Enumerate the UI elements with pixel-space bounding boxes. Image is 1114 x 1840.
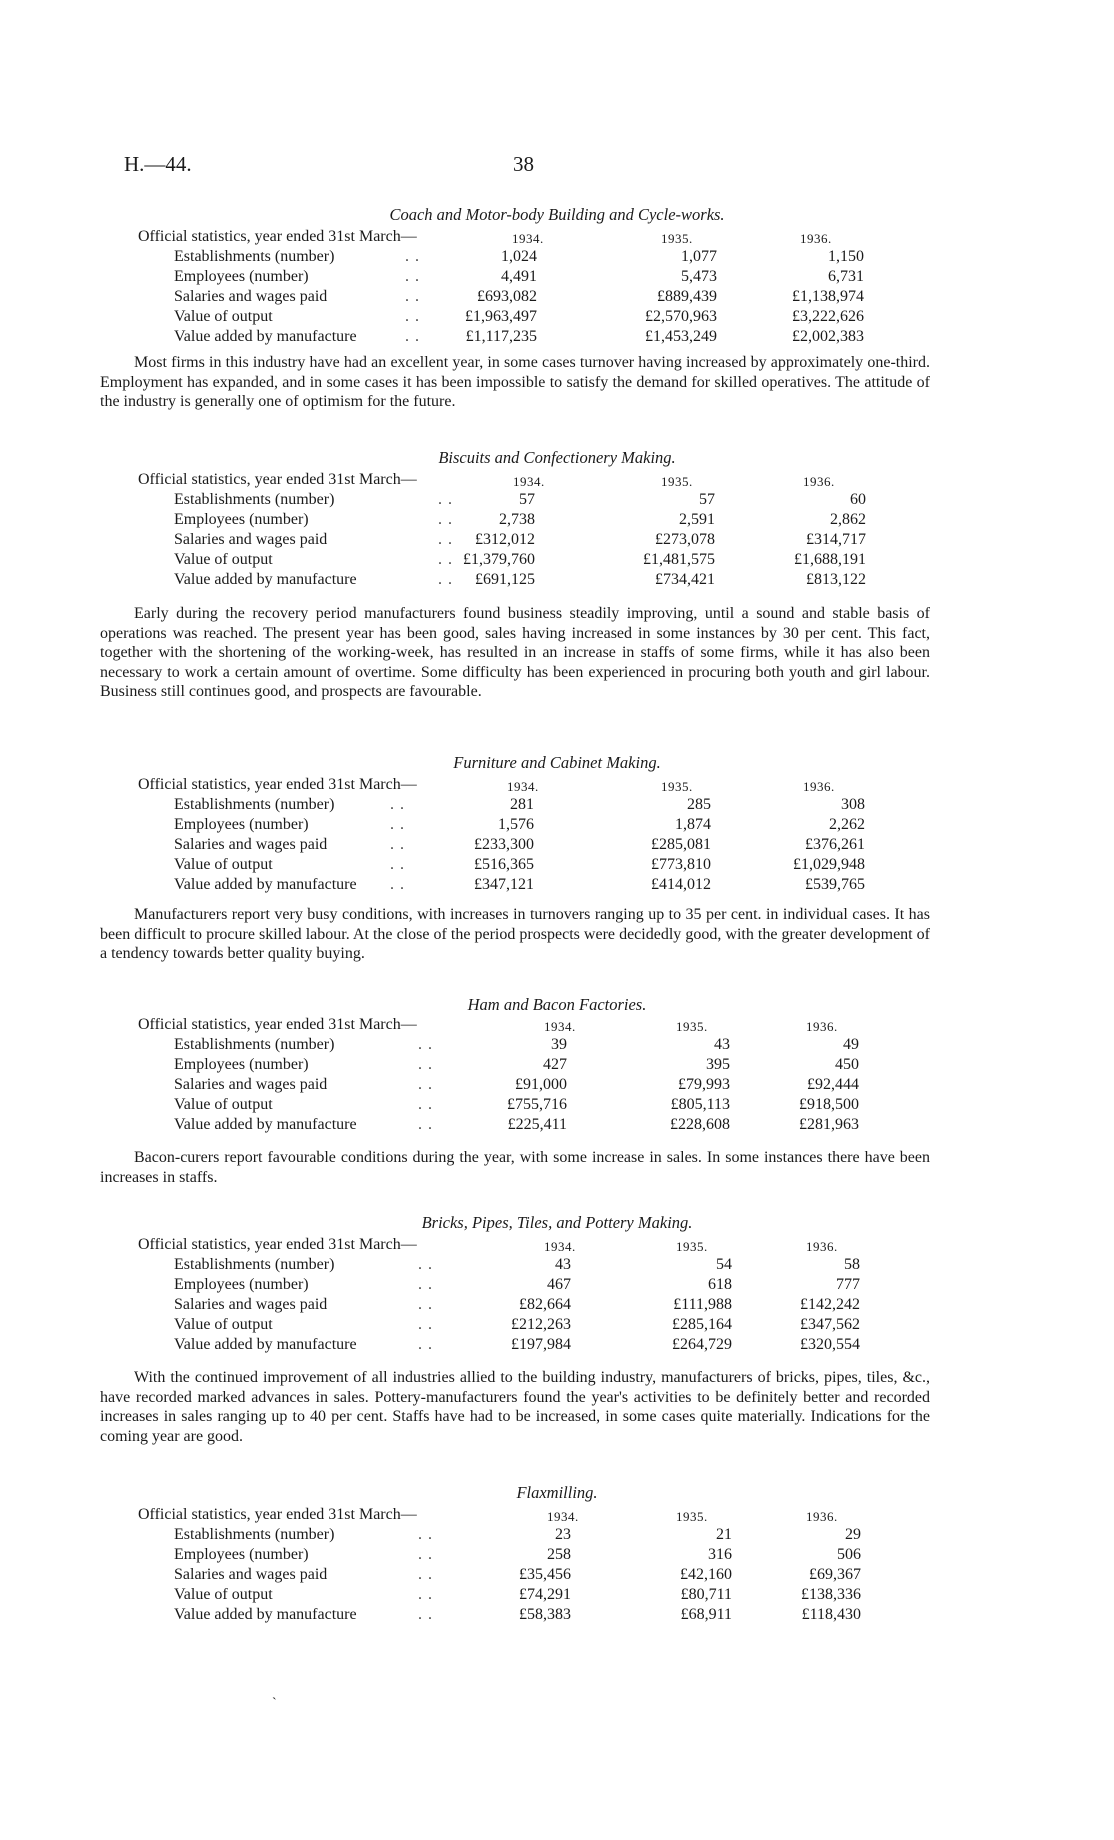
- section-title: Coach and Motor-body Building and Cycle-works.: [389, 205, 725, 224]
- row-label: Value of output: [174, 856, 273, 873]
- document-reference: H.—44.: [124, 152, 192, 176]
- row-label: Value added by manufacture: [174, 1336, 357, 1353]
- value-cell: 281: [510, 796, 534, 813]
- commentary-paragraph: With the continued improvement of all industries allied to the building industry, manufacturers of bricks, pipes, tiles, &c., have recorded marked advances in sales. Pottery-manufacturers found the year's activities to be definitely better and recorded increases in sales ranging up to 40 per cent. Staffs have had to be increased, in some cases quite materially. Indications for the coming year are good.: [100, 1369, 930, 1445]
- year-heading: 1936.: [800, 231, 832, 246]
- row-label: Value added by manufacture: [174, 1116, 357, 1133]
- value-cell: £3,222,626: [792, 308, 864, 325]
- row-label: Salaries and wages paid: [174, 531, 328, 548]
- value-cell: £212,263: [511, 1316, 571, 1333]
- value-cell: 60: [850, 491, 866, 508]
- value-cell: 2,591: [679, 511, 715, 528]
- value-cell: £118,430: [801, 1606, 861, 1623]
- value-cell: 5,473: [681, 268, 717, 285]
- statistics-row-employees: [0, 1275, 1114, 1295]
- statistics-header-row: [0, 1015, 1114, 1035]
- value-cell: 54: [716, 1256, 732, 1273]
- statistics-row-salaries: [0, 1295, 1114, 1315]
- statistics-row-employees: [0, 815, 1114, 835]
- value-cell: £1,117,235: [465, 328, 537, 345]
- value-cell: £68,911: [680, 1606, 732, 1623]
- section-title: Ham and Bacon Factories.: [467, 995, 647, 1014]
- value-cell: £1,379,760: [463, 551, 535, 568]
- statistics-row-output: [0, 1095, 1114, 1115]
- statistics-row-employees: [0, 1055, 1114, 1075]
- value-cell: £74,291: [519, 1586, 571, 1603]
- value-cell: 777: [836, 1276, 860, 1293]
- statistics-row-value_added: [0, 327, 1114, 347]
- value-cell: £1,481,575: [643, 551, 715, 568]
- value-cell: £142,242: [800, 1296, 860, 1313]
- value-cell: £734,421: [655, 571, 715, 588]
- value-cell: £69,367: [809, 1566, 861, 1583]
- value-cell: 23: [555, 1526, 571, 1543]
- value-cell: £1,688,191: [794, 551, 866, 568]
- statistics-row-output: [0, 307, 1114, 327]
- leader-dots: . .: [418, 1256, 433, 1273]
- leader-dots: . .: [405, 328, 420, 345]
- statistics-label: Official statistics, year ended 31st March—: [138, 1236, 417, 1253]
- row-label: Salaries and wages paid: [174, 1566, 328, 1583]
- leader-dots: . .: [438, 491, 453, 508]
- value-cell: £1,138,974: [792, 288, 864, 305]
- year-heading: 1934.: [547, 1509, 579, 1524]
- leader-dots: . .: [418, 1546, 433, 1563]
- year-heading: 1934.: [507, 779, 539, 794]
- value-cell: 58: [844, 1256, 860, 1273]
- statistics-row-employees: [0, 267, 1114, 287]
- row-label: Establishments (number): [174, 1036, 335, 1053]
- statistics-row-establishments: [0, 795, 1114, 815]
- row-label: Value of output: [174, 308, 273, 325]
- row-label: Employees (number): [174, 1056, 309, 1073]
- statistics-row-establishments: [0, 1255, 1114, 1275]
- statistics-row-employees: [0, 1545, 1114, 1565]
- page-header: [0, 152, 1114, 182]
- year-heading: 1936.: [803, 474, 835, 489]
- leader-dots: . .: [418, 1276, 433, 1293]
- section-title: Flaxmilling.: [516, 1483, 598, 1502]
- row-label: Salaries and wages paid: [174, 1076, 328, 1093]
- row-label: Employees (number): [174, 816, 309, 833]
- value-cell: 6,731: [828, 268, 864, 285]
- value-cell: 427: [543, 1056, 567, 1073]
- value-cell: £1,029,948: [793, 856, 865, 873]
- value-cell: 258: [547, 1546, 571, 1563]
- statistics-header-row: [0, 775, 1114, 795]
- value-cell: £693,082: [477, 288, 537, 305]
- value-cell: 618: [708, 1276, 732, 1293]
- section-title: Biscuits and Confectionery Making.: [438, 448, 676, 467]
- value-cell: 506: [837, 1546, 861, 1563]
- value-cell: 21: [716, 1526, 732, 1543]
- row-label: Employees (number): [174, 1546, 309, 1563]
- value-cell: £264,729: [672, 1336, 732, 1353]
- leader-dots: . .: [418, 1606, 433, 1623]
- statistics-row-establishments: [0, 1525, 1114, 1545]
- value-cell: £138,336: [801, 1586, 861, 1603]
- commentary-paragraph: Most firms in this industry have had an excellent year, in some cases turnover having increased by approximately one-third. Employment has expanded, and in some cases it has been impossible to satisfy the demand for skilled operatives. The attitude of the industry is generally one of optimism for the future.: [100, 354, 930, 411]
- value-cell: 57: [699, 491, 715, 508]
- statistics-row-output: [0, 855, 1114, 875]
- row-label: Employees (number): [174, 268, 309, 285]
- statistics-header-row: [0, 470, 1114, 490]
- statistics-row-salaries: [0, 287, 1114, 307]
- value-cell: 1,077: [681, 248, 717, 265]
- statistics-row-establishments: [0, 1035, 1114, 1055]
- value-cell: £1,963,497: [465, 308, 537, 325]
- statistics-row-output: [0, 550, 1114, 570]
- value-cell: £1,453,249: [645, 328, 717, 345]
- statistics-row-value_added: [0, 1605, 1114, 1625]
- statistics-row-value_added: [0, 570, 1114, 590]
- leader-dots: . .: [418, 1566, 433, 1583]
- year-heading: 1934.: [512, 231, 544, 246]
- statistics-header-row: [0, 1235, 1114, 1255]
- value-cell: £691,125: [475, 571, 535, 588]
- year-heading: 1936.: [806, 1509, 838, 1524]
- value-cell: £805,113: [670, 1096, 730, 1113]
- row-label: Establishments (number): [174, 796, 335, 813]
- year-heading: 1935.: [661, 779, 693, 794]
- value-cell: 1,024: [501, 248, 537, 265]
- row-label: Salaries and wages paid: [174, 288, 328, 305]
- value-cell: 316: [708, 1546, 732, 1563]
- statistics-row-establishments: [0, 247, 1114, 267]
- year-heading: 1936.: [806, 1019, 838, 1034]
- value-cell: 308: [841, 796, 865, 813]
- statistics-row-establishments: [0, 490, 1114, 510]
- value-cell: £35,456: [519, 1566, 571, 1583]
- value-cell: 1,150: [828, 248, 864, 265]
- statistics-label: Official statistics, year ended 31st March—: [138, 1016, 417, 1033]
- year-heading: 1934.: [544, 1019, 576, 1034]
- leader-dots: . .: [390, 856, 405, 873]
- statistics-row-salaries: [0, 1075, 1114, 1095]
- statistics-row-output: [0, 1315, 1114, 1335]
- section-title: Furniture and Cabinet Making.: [453, 753, 661, 772]
- row-label: Salaries and wages paid: [174, 1296, 328, 1313]
- leader-dots: . .: [418, 1056, 433, 1073]
- value-cell: £539,765: [805, 876, 865, 893]
- value-cell: £281,963: [799, 1116, 859, 1133]
- year-heading: 1935.: [661, 474, 693, 489]
- value-cell: £233,300: [474, 836, 534, 853]
- row-label: Establishments (number): [174, 248, 335, 265]
- row-label: Value added by manufacture: [174, 876, 357, 893]
- leader-dots: . .: [390, 796, 405, 813]
- leader-dots: . .: [418, 1296, 433, 1313]
- row-label: Establishments (number): [174, 491, 335, 508]
- leader-dots: . .: [405, 308, 420, 325]
- value-cell: £320,554: [800, 1336, 860, 1353]
- value-cell: 4,491: [501, 268, 537, 285]
- value-cell: 395: [706, 1056, 730, 1073]
- statistics-row-salaries: [0, 530, 1114, 550]
- value-cell: 450: [835, 1056, 859, 1073]
- row-label: Employees (number): [174, 1276, 309, 1293]
- year-heading: 1935.: [676, 1509, 708, 1524]
- year-heading: 1936.: [803, 779, 835, 794]
- value-cell: 2,262: [829, 816, 865, 833]
- row-label: Value of output: [174, 551, 273, 568]
- leader-dots: . .: [418, 1586, 433, 1603]
- row-label: Employees (number): [174, 511, 309, 528]
- statistics-label: Official statistics, year ended 31st March—: [138, 471, 417, 488]
- leader-dots: . .: [390, 836, 405, 853]
- statistics-row-employees: [0, 510, 1114, 530]
- year-heading: 1934.: [544, 1239, 576, 1254]
- year-heading: 1935.: [661, 231, 693, 246]
- commentary-paragraph: Early during the recovery period manufacturers found business steadily improving, until a sound and stable basis of operations was reached. The present year has been good, sales having increased in some instances by 30 per cent. This fact, together with the shortening of the working-week, has resulted in an increase in staffs of some firms, while it has also been necessary to work a certain amount of overtime. Some difficulty has been experienced in procuring both youth and girl labour. Business still continues good, and prospects are favourable.: [100, 605, 930, 701]
- value-cell: £2,570,963: [645, 308, 717, 325]
- leader-dots: . .: [405, 268, 420, 285]
- value-cell: £314,717: [806, 531, 866, 548]
- statistics-row-salaries: [0, 835, 1114, 855]
- section-title: Bricks, Pipes, Tiles, and Pottery Making.: [421, 1213, 693, 1232]
- value-cell: £312,012: [475, 531, 535, 548]
- value-cell: £285,164: [672, 1316, 732, 1333]
- value-cell: 29: [845, 1526, 861, 1543]
- leader-dots: . .: [418, 1036, 433, 1053]
- statistics-label: Official statistics, year ended 31st March—: [138, 1506, 417, 1523]
- value-cell: £773,810: [651, 856, 711, 873]
- leader-dots: . .: [438, 571, 453, 588]
- value-cell: 43: [555, 1256, 571, 1273]
- row-label: Value of output: [174, 1316, 273, 1333]
- value-cell: £79,993: [678, 1076, 730, 1093]
- row-label: Value of output: [174, 1586, 273, 1603]
- leader-dots: . .: [405, 288, 420, 305]
- row-label: Value added by manufacture: [174, 328, 357, 345]
- value-cell: £197,984: [511, 1336, 571, 1353]
- year-heading: 1935.: [676, 1239, 708, 1254]
- value-cell: £414,012: [651, 876, 711, 893]
- year-heading: 1935.: [676, 1019, 708, 1034]
- leader-dots: . .: [418, 1076, 433, 1093]
- leader-dots: . .: [418, 1096, 433, 1113]
- statistics-header-row: [0, 227, 1114, 247]
- value-cell: £82,664: [519, 1296, 571, 1313]
- value-cell: £889,439: [657, 288, 717, 305]
- value-cell: £347,121: [474, 876, 534, 893]
- row-label: Value of output: [174, 1096, 273, 1113]
- stray-mark: ˴: [272, 1690, 277, 1705]
- value-cell: 2,738: [499, 511, 535, 528]
- value-cell: 57: [519, 491, 535, 508]
- commentary-paragraph: Bacon-curers report favourable conditions during the year, with some increase in sales. In some instances there have been increases in staffs.: [100, 1149, 930, 1186]
- year-heading: 1934.: [513, 474, 545, 489]
- value-cell: £376,261: [805, 836, 865, 853]
- leader-dots: . .: [405, 248, 420, 265]
- leader-dots: . .: [418, 1526, 433, 1543]
- value-cell: £92,444: [807, 1076, 859, 1093]
- value-cell: £918,500: [799, 1096, 859, 1113]
- leader-dots: . .: [438, 551, 453, 568]
- value-cell: £58,383: [519, 1606, 571, 1623]
- year-heading: 1936.: [806, 1239, 838, 1254]
- row-label: Establishments (number): [174, 1256, 335, 1273]
- statistics-row-value_added: [0, 1115, 1114, 1135]
- row-label: Value added by manufacture: [174, 1606, 357, 1623]
- value-cell: 285: [687, 796, 711, 813]
- value-cell: £42,160: [680, 1566, 732, 1583]
- value-cell: £285,081: [651, 836, 711, 853]
- row-label: Value added by manufacture: [174, 571, 357, 588]
- value-cell: £2,002,383: [792, 328, 864, 345]
- leader-dots: . .: [418, 1116, 433, 1133]
- value-cell: 49: [843, 1036, 859, 1053]
- value-cell: £228,608: [670, 1116, 730, 1133]
- leader-dots: . .: [390, 816, 405, 833]
- value-cell: £273,078: [655, 531, 715, 548]
- value-cell: £91,000: [515, 1076, 567, 1093]
- value-cell: £516,365: [474, 856, 534, 873]
- commentary-paragraph: Manufacturers report very busy conditions, with increases in turnovers ranging up to 35 per cent. in individual cases. It has been difficult to procure skilled labour. At the close of the period prospects were decidedly good, with the greater development of a tendency towards better quality buying.: [100, 906, 930, 963]
- row-label: Salaries and wages paid: [174, 836, 328, 853]
- statistics-row-salaries: [0, 1565, 1114, 1585]
- statistics-label: Official statistics, year ended 31st March—: [138, 776, 417, 793]
- leader-dots: . .: [438, 531, 453, 548]
- page-number: 38: [513, 152, 534, 176]
- value-cell: 1,874: [675, 816, 711, 833]
- value-cell: £111,988: [673, 1296, 732, 1313]
- value-cell: £755,716: [507, 1096, 567, 1113]
- value-cell: £80,711: [680, 1586, 732, 1603]
- leader-dots: . .: [438, 511, 453, 528]
- statistics-row-output: [0, 1585, 1114, 1605]
- value-cell: £225,411: [507, 1116, 567, 1133]
- leader-dots: . .: [418, 1316, 433, 1333]
- leader-dots: . .: [390, 876, 405, 893]
- value-cell: 2,862: [830, 511, 866, 528]
- value-cell: 1,576: [498, 816, 534, 833]
- value-cell: 467: [547, 1276, 571, 1293]
- value-cell: £813,122: [806, 571, 866, 588]
- statistics-row-value_added: [0, 875, 1114, 895]
- statistics-header-row: [0, 1505, 1114, 1525]
- leader-dots: . .: [418, 1336, 433, 1353]
- row-label: Establishments (number): [174, 1526, 335, 1543]
- value-cell: £347,562: [800, 1316, 860, 1333]
- statistics-row-value_added: [0, 1335, 1114, 1355]
- statistics-label: Official statistics, year ended 31st March—: [138, 228, 417, 245]
- value-cell: 39: [551, 1036, 567, 1053]
- value-cell: 43: [714, 1036, 730, 1053]
